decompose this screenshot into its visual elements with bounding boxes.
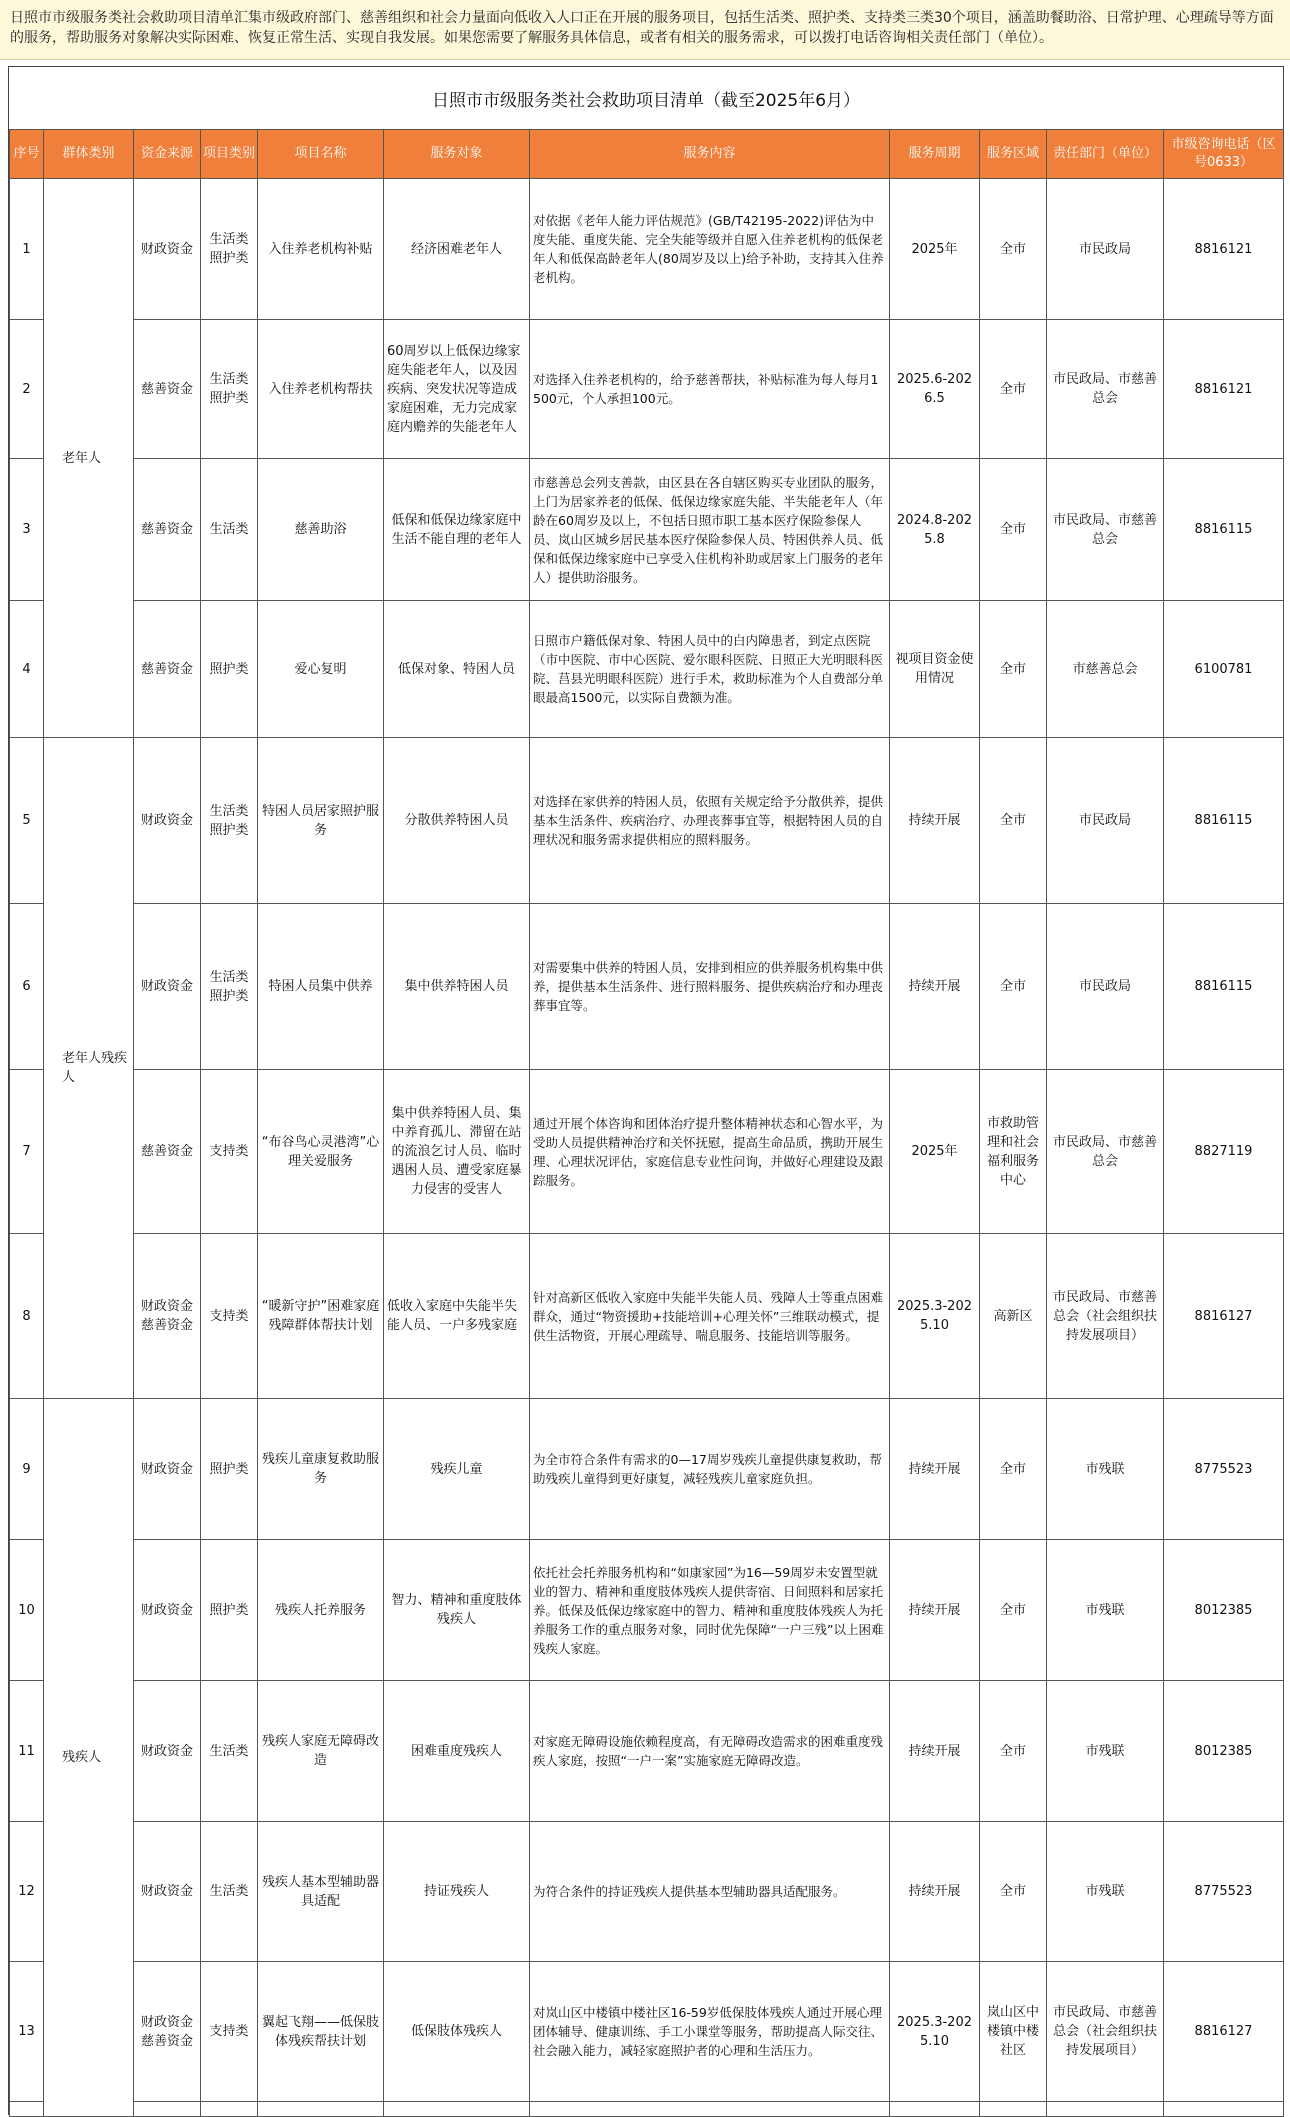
cell-dept: 市民政局: [1047, 904, 1164, 1070]
notice-text: 日照市市级服务类社会救助项目清单汇集市级政府部门、慈善组织和社会力量面向低收入人口正在开展的服务项目，包括生活类、照护类、支持类三类30个项目，涵盖助餐助浴、日常护理、心理疏导等方面的服务，帮助服务对象解决实际困难、恢复正常生活、实现自我发展。如果您需要了解服务具体信息，或者有相关的服务需求，可以拨打电话咨询相关责任部门（单位）。: [10, 10, 1274, 46]
cell-phone: 8816121: [1164, 320, 1284, 459]
cell-fund: 财政资金慈善资金: [134, 1962, 201, 2102]
cell-period: 2025.3-2025.10: [890, 1234, 980, 1399]
cell-dept: 市残联: [1047, 1399, 1164, 1540]
notice-banner: [0, 0, 1290, 60]
empty-cell: [530, 2102, 890, 2117]
cell-content: 对需要集中供养的特困人员，安排到相应的供养服务机构集中供养，提供基本生活条件、进行照料服务、提供疾病治疗和办理丧葬事宜等。: [530, 904, 890, 1070]
cell-no: 13: [10, 1962, 44, 2102]
cell-no: 9: [10, 1399, 44, 1540]
cell-name: 翼起飞翔——低保肢体残疾帮扶计划: [258, 1962, 384, 2102]
cell-no: 11: [10, 1681, 44, 1822]
cell-type: 照护类: [201, 1540, 258, 1681]
cell-type: 生活类: [201, 1681, 258, 1822]
cell-dept: 市民政局、市慈善总会: [1047, 320, 1164, 459]
table-row: [10, 1234, 1284, 1399]
empty-cell: [980, 2102, 1047, 2117]
cell-area: 全市: [980, 738, 1047, 904]
col-dept: 责任部门（单位）: [1047, 130, 1164, 179]
cell-phone: 8816115: [1164, 738, 1284, 904]
col-phone: 市级咨询电话（区号0633）: [1164, 130, 1284, 179]
cell-phone: 8827119: [1164, 1070, 1284, 1234]
cell-area: 全市: [980, 179, 1047, 320]
cell-period: 视项目资金使用情况: [890, 601, 980, 738]
cell-area: 全市: [980, 1681, 1047, 1822]
cell-name: 残疾人家庭无障碍改造: [258, 1681, 384, 1822]
cell-period: 持续开展: [890, 1399, 980, 1540]
cell-phone: 8012385: [1164, 1540, 1284, 1681]
sheet-title: 日照市市级服务类社会救助项目清单（截至2025年6月）: [9, 66, 1283, 129]
cell-dept: 市民政局、市慈善总会: [1047, 1070, 1164, 1234]
table-row: [10, 904, 1284, 1070]
cell-no: 1: [10, 179, 44, 320]
cell-area: 全市: [980, 904, 1047, 1070]
table-row: [10, 1070, 1284, 1234]
cell-period: 持续开展: [890, 1822, 980, 1962]
cell-target: 低保对象、特困人员: [384, 601, 530, 738]
cell-phone: 8816115: [1164, 459, 1284, 601]
cell-phone: 8775523: [1164, 1822, 1284, 1962]
cell-phone: 8775523: [1164, 1399, 1284, 1540]
cell-target: 残疾儿童: [384, 1399, 530, 1540]
cell-content: 日照市户籍低保对象、特困人员中的白内障患者，到定点医院（市中医院、市中心医院、爱尔眼科医院、日照正大光明眼科医院、莒县光明眼科医院）进行手术，救助标准为个人自费部分单眼最高1500元，以实际自费额为准。: [530, 601, 890, 738]
cell-content: 针对高新区低收入家庭中失能半失能人员、残障人士等重点困难群众，通过“物资援助+技能培训+心理关怀”三维联动模式，提供生活物资，开展心理疏导、喘息服务、技能培训等服务。: [530, 1234, 890, 1399]
cell-area: 全市: [980, 1399, 1047, 1540]
col-period: 服务周期: [890, 130, 980, 179]
cell-fund: 财政资金: [134, 1822, 201, 1962]
cell-period: 持续开展: [890, 1681, 980, 1822]
cell-name: 入住养老机构补贴: [258, 179, 384, 320]
cell-phone: 8012385: [1164, 1681, 1284, 1822]
group-cell: 残疾人: [44, 1399, 134, 2117]
cell-area: 市救助管理和社会福利服务中心: [980, 1070, 1047, 1234]
cell-name: 慈善助浴: [258, 459, 384, 601]
cell-fund: 财政资金: [134, 1681, 201, 1822]
project-sheet: [8, 66, 1284, 2115]
cell-fund: 财政资金: [134, 1399, 201, 1540]
cell-type: 照护类: [201, 601, 258, 738]
group-cell: 老年人残疾人: [44, 738, 134, 1399]
empty-cell: [384, 2102, 530, 2117]
cell-dept: 市残联: [1047, 1681, 1164, 1822]
cell-name: “暖新守护”困难家庭残障群体帮扶计划: [258, 1234, 384, 1399]
empty-cell: [201, 2102, 258, 2117]
cell-area: 岚山区中楼镇中楼社区: [980, 1962, 1047, 2102]
cell-dept: 市残联: [1047, 1822, 1164, 1962]
cell-fund: 慈善资金: [134, 459, 201, 601]
cell-type: 支持类: [201, 1234, 258, 1399]
cell-type: 生活类: [201, 459, 258, 601]
cell-area: 全市: [980, 601, 1047, 738]
cell-fund: 财政资金: [134, 904, 201, 1070]
cell-period: 持续开展: [890, 1540, 980, 1681]
cell-target: 60周岁以上低保边缘家庭失能老年人，以及因疾病、突发状况等造成家庭困难，无力完成家庭内赡养的失能老年人: [384, 320, 530, 459]
cell-area: 全市: [980, 459, 1047, 601]
cell-content: 对选择入住养老机构的，给予慈善帮扶，补贴标准为每人每月1500元，个人承担100元。: [530, 320, 890, 459]
cell-phone: 8816115: [1164, 904, 1284, 1070]
group-cell: 老年人: [44, 179, 134, 738]
cell-area: 全市: [980, 320, 1047, 459]
cell-phone: 8816127: [1164, 1962, 1284, 2102]
cell-period: 持续开展: [890, 904, 980, 1070]
cell-dept: 市民政局、市慈善总会: [1047, 459, 1164, 601]
cell-fund: 财政资金慈善资金: [134, 1234, 201, 1399]
cell-name: 特困人员集中供养: [258, 904, 384, 1070]
col-group: 群体类别: [44, 130, 134, 179]
cell-no: 12: [10, 1822, 44, 1962]
cell-target: 困难重度残疾人: [384, 1681, 530, 1822]
cell-phone: 6100781: [1164, 601, 1284, 738]
cell-type: 照护类: [201, 1399, 258, 1540]
cell-type: 支持类: [201, 1070, 258, 1234]
cell-area: 全市: [980, 1822, 1047, 1962]
table-row: [10, 1399, 1284, 1540]
cell-dept: 市民政局、市慈善总会（社会组织扶持发展项目）: [1047, 1962, 1164, 2102]
cell-fund: 财政资金: [134, 738, 201, 904]
cell-no: 2: [10, 320, 44, 459]
cell-target: 分散供养特困人员: [384, 738, 530, 904]
cell-content: 对选择在家供养的特困人员，依照有关规定给予分散供养，提供基本生活条件、疾病治疗、办理丧葬事宜等，根据特困人员的自理状况和服务需求提供相应的照料服务。: [530, 738, 890, 904]
header-row: [10, 130, 1284, 179]
cell-no: 6: [10, 904, 44, 1070]
table-row: [10, 601, 1284, 738]
cell-content: 对岚山区中楼镇中楼社区16-59岁低保肢体残疾人通过开展心理团体辅导、健康训练、手工小课堂等服务，帮助提高人际交往、社会融入能力，减轻家庭照护者的心理和生活压力。: [530, 1962, 890, 2102]
cell-period: 2025.6-2026.5: [890, 320, 980, 459]
cell-name: 爱心复明: [258, 601, 384, 738]
cell-content: 依托社会托养服务机构和“如康家园”为16—59周岁未安置型就业的智力、精神和重度肢体残疾人提供寄宿、日间照料和居家托养。低保及低保边缘家庭中的智力、精神和重度肢体残疾人为托养服务工作的重点服务对象，同时优先保障“一户三残”以上困难残疾人家庭。: [530, 1540, 890, 1681]
cell-content: 为符合条件的持证残疾人提供基本型辅助器具适配服务。: [530, 1822, 890, 1962]
cell-phone: 8816121: [1164, 179, 1284, 320]
empty-cell: [1164, 2102, 1284, 2117]
cell-target: 集中供养特困人员: [384, 904, 530, 1070]
cell-phone: 8816127: [1164, 1234, 1284, 1399]
col-type: 项目类别: [201, 130, 258, 179]
cell-name: “布谷鸟心灵港湾”心理关爱服务: [258, 1070, 384, 1234]
table-row: [10, 1962, 1284, 2102]
cell-no: 7: [10, 1070, 44, 1234]
table-row: [10, 1681, 1284, 1822]
table-row-partial: [10, 2102, 1284, 2117]
cell-no: 8: [10, 1234, 44, 1399]
cell-no: 4: [10, 601, 44, 738]
cell-name: 残疾人基本型辅助器具适配: [258, 1822, 384, 1962]
cell-target: 低保肢体残疾人: [384, 1962, 530, 2102]
cell-no: 10: [10, 1540, 44, 1681]
cell-fund: 慈善资金: [134, 320, 201, 459]
cell-dept: 市民政局、市慈善总会（社会组织扶持发展项目）: [1047, 1234, 1164, 1399]
cell-dept: 市残联: [1047, 1540, 1164, 1681]
cell-area: 全市: [980, 1540, 1047, 1681]
col-target: 服务对象: [384, 130, 530, 179]
cell-target: 智力、精神和重度肢体残疾人: [384, 1540, 530, 1681]
cell-fund: 财政资金: [134, 1540, 201, 1681]
table-row: [10, 1822, 1284, 1962]
cell-period: 2025年: [890, 179, 980, 320]
table-row: [10, 459, 1284, 601]
cell-target: 集中供养特困人员、集中养育孤儿、滞留在站的流浪乞讨人员、临时遇困人员、遭受家庭暴力侵害的受害人: [384, 1070, 530, 1234]
col-fund: 资金来源: [134, 130, 201, 179]
cell-dept: 市民政局: [1047, 738, 1164, 904]
col-content: 服务内容: [530, 130, 890, 179]
empty-cell: [10, 2102, 44, 2117]
cell-content: 对家庭无障碍设施依赖程度高，有无障碍改造需求的困难重度残疾人家庭，按照“一户一案”实施家庭无障碍改造。: [530, 1681, 890, 1822]
cell-type: 生活类照护类: [201, 738, 258, 904]
cell-name: 残疾儿童康复救助服务: [258, 1399, 384, 1540]
col-name: 项目名称: [258, 130, 384, 179]
empty-cell: [890, 2102, 980, 2117]
empty-cell: [134, 2102, 201, 2117]
cell-name: 残疾人托养服务: [258, 1540, 384, 1681]
table-row: [10, 1540, 1284, 1681]
cell-period: 2025年: [890, 1070, 980, 1234]
cell-period: 持续开展: [890, 738, 980, 904]
cell-type: 生活类: [201, 1822, 258, 1962]
cell-target: 持证残疾人: [384, 1822, 530, 1962]
cell-name: 入住养老机构帮扶: [258, 320, 384, 459]
cell-no: 5: [10, 738, 44, 904]
cell-dept: 市慈善总会: [1047, 601, 1164, 738]
col-no: 序号: [10, 130, 44, 179]
cell-period: 2024.8-2025.8: [890, 459, 980, 601]
cell-type: 支持类: [201, 1962, 258, 2102]
cell-area: 高新区: [980, 1234, 1047, 1399]
cell-type: 生活类照护类: [201, 904, 258, 1070]
table-row: [10, 320, 1284, 459]
cell-name: 特困人员居家照护服务: [258, 738, 384, 904]
cell-type: 生活类照护类: [201, 320, 258, 459]
table-row: [10, 738, 1284, 904]
empty-cell: [1047, 2102, 1164, 2117]
cell-period: 2025.3-2025.10: [890, 1962, 980, 2102]
cell-content: 为全市符合条件有需求的0—17周岁残疾儿童提供康复救助，帮助残疾儿童得到更好康复，减轻残疾儿童家庭负担。: [530, 1399, 890, 1540]
cell-fund: 慈善资金: [134, 601, 201, 738]
empty-cell: [258, 2102, 384, 2117]
cell-target: 经济困难老年人: [384, 179, 530, 320]
cell-content: 通过开展个体咨询和团体治疗提升整体精神状态和心智水平，为受助人员提供精神治疗和关怀抚慰，提高生命品质，携助开展生理、心理状况评估，家庭信息专业性问询，并做好心理建设及跟踪服务。: [530, 1070, 890, 1234]
cell-no: 3: [10, 459, 44, 601]
cell-fund: 财政资金: [134, 179, 201, 320]
col-area: 服务区域: [980, 130, 1047, 179]
table-row: [10, 179, 1284, 320]
cell-target: 低保和低保边缘家庭中生活不能自理的老年人: [384, 459, 530, 601]
cell-fund: 慈善资金: [134, 1070, 201, 1234]
cell-type: 生活类照护类: [201, 179, 258, 320]
cell-content: 对依据《老年人能力评估规范》(GB/T42195-2022)评估为中度失能、重度失能、完全失能等级并自愿入住养老机构的低保老年人和低保高龄老年人(80周岁及以上)给予补助，支持其入住养老机构。: [530, 179, 890, 320]
cell-content: 市慈善总会列支善款，由区县在各自辖区购买专业团队的服务，上门为居家养老的低保、低保边缘家庭失能、半失能老年人（年龄在60周岁及以上，不包括日照市职工基本医疗保险参保人员、岚山区城乡居民基本医疗保险参保人员、特困供养人员、低保和低保边缘家庭中已享受入住机构补助或居家上门服务的老年人）提供助浴服务。: [530, 459, 890, 601]
cell-target: 低收入家庭中失能半失能人员、一户多残家庭: [384, 1234, 530, 1399]
cell-dept: 市民政局: [1047, 179, 1164, 320]
project-table: [9, 129, 1284, 2117]
